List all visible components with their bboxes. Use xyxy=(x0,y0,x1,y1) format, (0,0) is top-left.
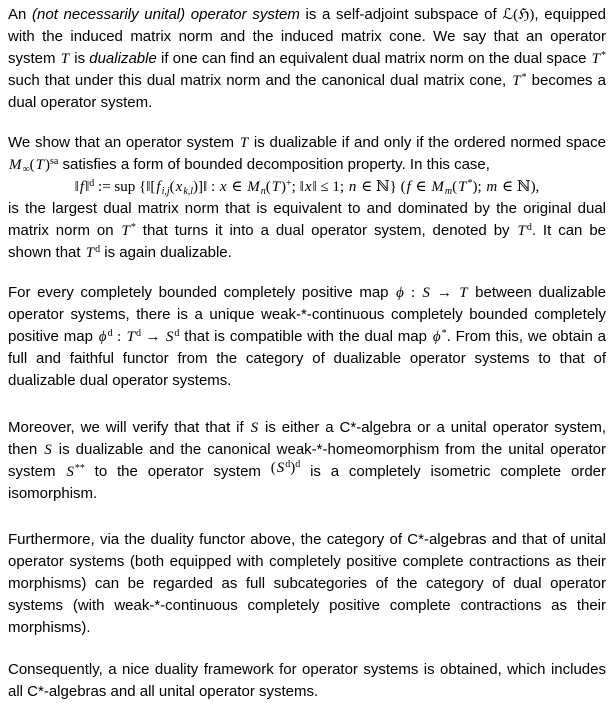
text-segment: ) xyxy=(290,460,296,476)
text-segment: T xyxy=(517,223,526,239)
text-segment: sa xyxy=(49,156,59,167)
text-segment: i,j xyxy=(161,186,170,197)
text-segment: dualizable xyxy=(89,50,157,67)
text-segment: is a self-adjoint subspace of xyxy=(299,6,503,23)
text-segment: ϕ xyxy=(98,329,107,345)
text-segment: * xyxy=(441,328,447,339)
text-segment: ‖ xyxy=(85,179,90,195)
text-segment: d xyxy=(107,328,113,339)
text-segment: d xyxy=(89,178,95,189)
text-segment: x xyxy=(304,179,312,195)
paragraph-3 xyxy=(8,282,606,392)
text-segment: S xyxy=(276,460,285,476)
text-segment: f xyxy=(156,179,161,195)
text-segment: * xyxy=(467,178,473,189)
text-segment: satisfies a form of bounded decomposition property. In this case, xyxy=(58,156,490,173)
text-segment: S xyxy=(250,420,259,436)
text-segment: ; ‖ xyxy=(291,179,304,195)
text-segment: d xyxy=(95,244,101,255)
text-segment: ℒ(ℌ) xyxy=(502,7,535,23)
text-segment: T xyxy=(126,329,135,345)
text-segment: We show that an operator system xyxy=(8,134,239,151)
text-segment: d xyxy=(295,459,301,470)
text-segment: d xyxy=(174,328,180,339)
text-segment: is either a C*-algebra or a unital operator system, then xyxy=(8,419,606,458)
text-segment: M xyxy=(431,179,444,195)
text-segment: is a completely isometric complete order isomorphism. xyxy=(8,463,606,502)
text-segment: ‖ ≤ 1; xyxy=(312,179,348,195)
text-segment: + xyxy=(286,178,292,189)
text-segment: . From this, we obtain a full and faithful functor from the category of dualizable operator systems to that of dualizable dual operator systems. xyxy=(8,328,607,389)
text-segment: ) xyxy=(281,179,287,195)
text-segment: ( xyxy=(270,460,276,476)
text-segment: Furthermore, via the duality functor above, the category of C*-algebras and that of unital operator systems (both equipped with completely positive complete contractions as their morphisms) can be regarded as full subcategories of the category of dual operator systems (with weak-*-continuous completely positive complete contractions as their morphisms). xyxy=(8,531,606,636)
text-segment: that is compatible with the dual map xyxy=(179,328,432,345)
text-segment: * xyxy=(521,72,527,83)
text-segment: T xyxy=(60,51,70,67)
text-segment: ( xyxy=(169,179,175,195)
text-segment: ∈ ℕ} ( xyxy=(357,179,406,195)
text-segment: d xyxy=(285,459,291,470)
text-segment: → xyxy=(140,329,165,345)
text-segment: ( xyxy=(29,157,35,173)
text-segment: (not necessarily unital) operator system xyxy=(32,6,300,23)
display-formula xyxy=(8,176,606,198)
text-segment: is dualizable and the canonical weak-*-homeomorphism from the unital operator system xyxy=(8,441,606,480)
text-segment: ϕ xyxy=(396,285,404,301)
text-segment: ); xyxy=(472,179,486,195)
text-segment: := sup {‖[ xyxy=(94,179,156,195)
text-segment: )]‖ : xyxy=(193,179,219,195)
text-segment: n xyxy=(260,186,266,197)
text-segment: S xyxy=(422,285,430,301)
text-segment: k,l xyxy=(183,186,194,197)
text-segment: T xyxy=(121,223,130,239)
text-segment: is dualizable if and only if the ordered normed space xyxy=(249,134,606,151)
text-segment: M xyxy=(247,179,260,195)
text-segment: : xyxy=(112,329,126,345)
text-segment: n xyxy=(348,179,357,195)
text-segment: * xyxy=(130,222,136,233)
text-segment: An xyxy=(8,6,33,23)
text-segment: S xyxy=(165,329,174,345)
text-segment: T xyxy=(512,73,521,89)
text-segment: T xyxy=(239,135,249,151)
text-segment: * xyxy=(601,50,606,61)
text-segment: T xyxy=(591,51,600,67)
text-segment: between dualizable operator systems, there is a unique weak-*-continuous completely bounded completely positive map xyxy=(8,284,607,345)
text-segment: m xyxy=(486,179,498,195)
paragraph-5 xyxy=(8,529,606,639)
text-segment: ** xyxy=(74,463,85,474)
text-segment: , equipped with the induced matrix norm and the induced matrix cone. We say that an operator system xyxy=(8,6,606,67)
text-segment: ∈ xyxy=(411,179,431,195)
text-segment: d xyxy=(526,222,532,233)
text-segment: S xyxy=(44,442,52,458)
text-segment: T xyxy=(271,179,281,195)
text-segment: For every completely bounded completely positive map xyxy=(8,284,396,301)
text-segment: ( xyxy=(265,179,271,195)
text-segment: f xyxy=(79,179,85,195)
text-segment: ‖ xyxy=(74,179,79,195)
text-segment: → xyxy=(430,285,459,301)
text-segment: Moreover, we will verify that that if xyxy=(8,419,250,436)
text-segment: ) xyxy=(44,157,50,173)
text-segment: T xyxy=(85,245,95,261)
text-segment: ∈ ℕ), xyxy=(498,179,540,195)
text-segment: T xyxy=(35,157,44,173)
text-segment: f xyxy=(406,179,411,195)
text-segment: M xyxy=(9,157,22,173)
text-segment: ϕ xyxy=(432,329,441,345)
text-segment: is again dualizable. xyxy=(100,244,232,261)
text-segment: m xyxy=(444,186,453,197)
text-segment: x xyxy=(219,179,227,195)
text-segment: Consequently, a nice duality framework for operator systems is obtained, which includes all C*-algebras and all unital operator systems. xyxy=(8,661,606,700)
text-segment: d xyxy=(135,328,141,339)
text-segment: ∞ xyxy=(22,164,30,175)
text-segment: is the largest dual matrix norm that is equivalent to and dominated by the original dual matrix norm on xyxy=(8,200,606,239)
paragraph-6 xyxy=(8,659,606,703)
text-segment: becomes a dual operator system. xyxy=(8,72,606,111)
text-segment: ( xyxy=(452,179,458,195)
text-segment: T xyxy=(459,285,468,301)
text-segment: if one can find an equivalent dual matrix norm on the dual space xyxy=(156,50,591,67)
paragraph-4 xyxy=(8,417,606,505)
text-segment: T xyxy=(458,179,467,195)
text-segment: : xyxy=(404,285,422,301)
text-segment: such that under this dual matrix norm and the canonical dual matrix cone, xyxy=(8,72,512,89)
text-segment: S xyxy=(66,464,74,480)
text-segment: that turns it into a dual operator system, denoted by xyxy=(135,222,517,239)
paragraph-1 xyxy=(8,4,606,114)
text-segment: to the operator system xyxy=(84,463,271,480)
text-segment: x xyxy=(175,179,183,195)
paragraph-2 xyxy=(8,132,606,264)
text-segment: is xyxy=(70,50,90,67)
text-segment: . It can be shown that xyxy=(8,222,607,261)
text-segment: ∈ xyxy=(227,179,247,195)
